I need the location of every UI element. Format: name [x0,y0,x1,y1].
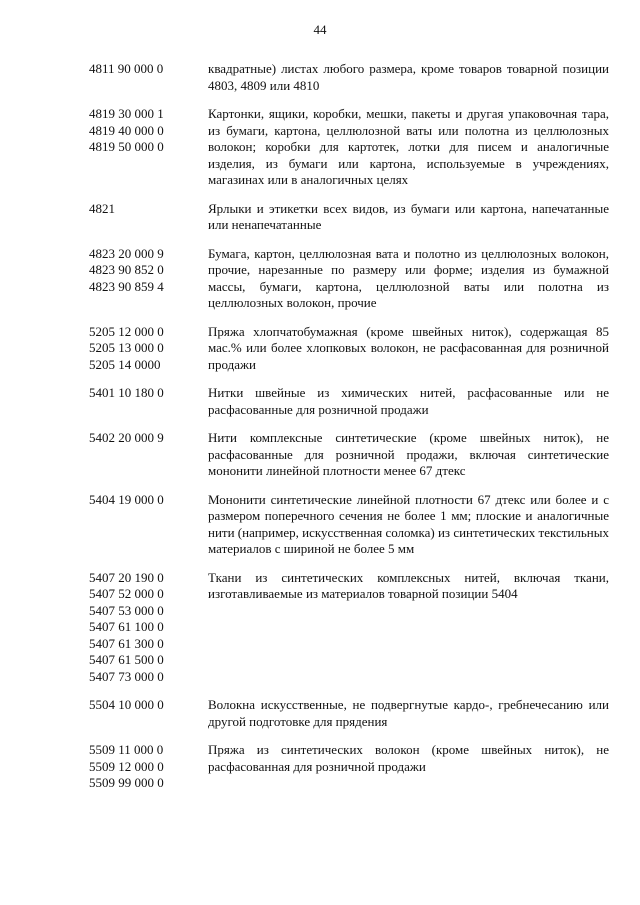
commodity-code: 4823 90 852 0 [89,262,164,277]
list-item [89,430,609,480]
commodity-code: 4823 20 000 9 [89,245,164,261]
list-item [89,201,609,234]
list-item [89,246,609,312]
commodity-code: 5407 61 300 0 [89,635,164,651]
commodity-description: Нити комплексные синтетические (кроме швейных ниток), не расфасованные для розничной продажи, включая синтетические мононити линейной плотности менее 67 дтекс [208,430,609,478]
commodity-code: 4823 90 859 4 [89,278,164,294]
commodity-code: 5407 73 000 0 [89,668,164,684]
code-column [89,742,208,792]
code-column [89,106,208,156]
list-item [89,385,609,418]
list-item [89,697,609,730]
commodity-description: Пряжа хлопчатобумажная (кроме швейных ниток), содержащая 85 мас.% или более хлопковых волокон, не расфасованная для розничной продажи [208,323,609,372]
commodity-code: 4819 30 000 1 [89,106,164,121]
list-item [89,570,609,686]
commodity-code: 5407 61 100 0 [89,619,164,634]
code-column [89,385,208,402]
tariff-code-list [89,61,609,792]
commodity-code: 5509 12 000 0 [89,758,164,774]
commodity-code: 5205 12 000 0 [89,323,164,339]
code-column [89,492,208,509]
commodity-code: 4811 90 000 0 [89,61,164,76]
commodity-code: 4821 [89,200,115,216]
code-column [89,201,208,218]
commodity-code: 5407 20 190 0 [89,569,164,585]
page-number: 44 [313,22,327,37]
commodity-description: Мононити синтетические линейной плотности 67 дтекс или более и с размером поперечного сечения не более 1 мм; плоские и аналогичные нити (например, искусственная соломка) из синтетических текстильных материалов с шириной не более 5 мм [208,491,609,556]
list-item [89,106,609,189]
code-column [89,570,208,686]
code-column [89,324,208,374]
commodity-code: 4819 50 000 0 [89,139,164,154]
list-item [89,742,609,792]
commodity-description: Бумага, картон, целлюлозная вата и полотно из целлюлозных волокон, прочие, нарезанные по размеру или форме; изделия из бумажной массы, бумаги, картона, целлюлозной ваты или полотна из целлюлозных волокон, прочие [208,245,609,310]
commodity-description: Пряжа из синтетических волокон (кроме швейных ниток), не расфасованная для розничной продажи [208,742,609,774]
commodity-description: Ткани из синтетических комплексных нитей, включая ткани, изготавливаемые из материалов товарной позиции 5404 [208,569,609,601]
commodity-code: 5509 99 000 0 [89,775,164,790]
commodity-code: 5402 20 000 9 [89,430,164,445]
commodity-code: 5509 11 000 0 [89,742,164,757]
commodity-code: 5407 52 000 0 [89,586,164,601]
commodity-description: квадратные) листах любого размера, кроме товаров товарной позиции 4803, 4809 или 4810 [208,61,609,93]
list-item [89,492,609,558]
code-column [89,246,208,296]
code-column [89,430,208,447]
commodity-description: Ярлыки и этикетки всех видов, из бумаги или картона, напечатанные или ненапечатанные [208,200,609,232]
commodity-code: 5504 10 000 0 [89,697,164,712]
list-item [89,324,609,374]
commodity-description: Картонки, ящики, коробки, мешки, пакеты и другая упаковочная тара, из бумаги, картона, целлюлозной ваты или полотна из целлюлозных волокон; коробки для картотек, лотки для писем и аналогичные изделия, из бумаги или картона, используемые в учреждениях, магазинах или в аналогичных целях [208,106,609,187]
commodity-description: Волокна искусственные, не подвергнутые кардо-, гребнечесанию или другой подготовке для прядения [208,697,609,729]
commodity-description: Нитки швейные из химических нитей, расфасованные или не расфасованные для розничной продажи [208,385,609,417]
commodity-code: 5401 10 180 0 [89,385,164,400]
commodity-code: 5205 13 000 0 [89,340,164,355]
list-item [89,61,609,94]
commodity-code: 5205 14 0000 [89,356,161,372]
commodity-code: 5407 61 500 0 [89,652,164,667]
code-column [89,697,208,714]
commodity-code: 5404 19 000 0 [89,491,164,507]
code-column [89,61,208,78]
commodity-code: 4819 40 000 0 [89,122,164,138]
commodity-code: 5407 53 000 0 [89,602,164,618]
